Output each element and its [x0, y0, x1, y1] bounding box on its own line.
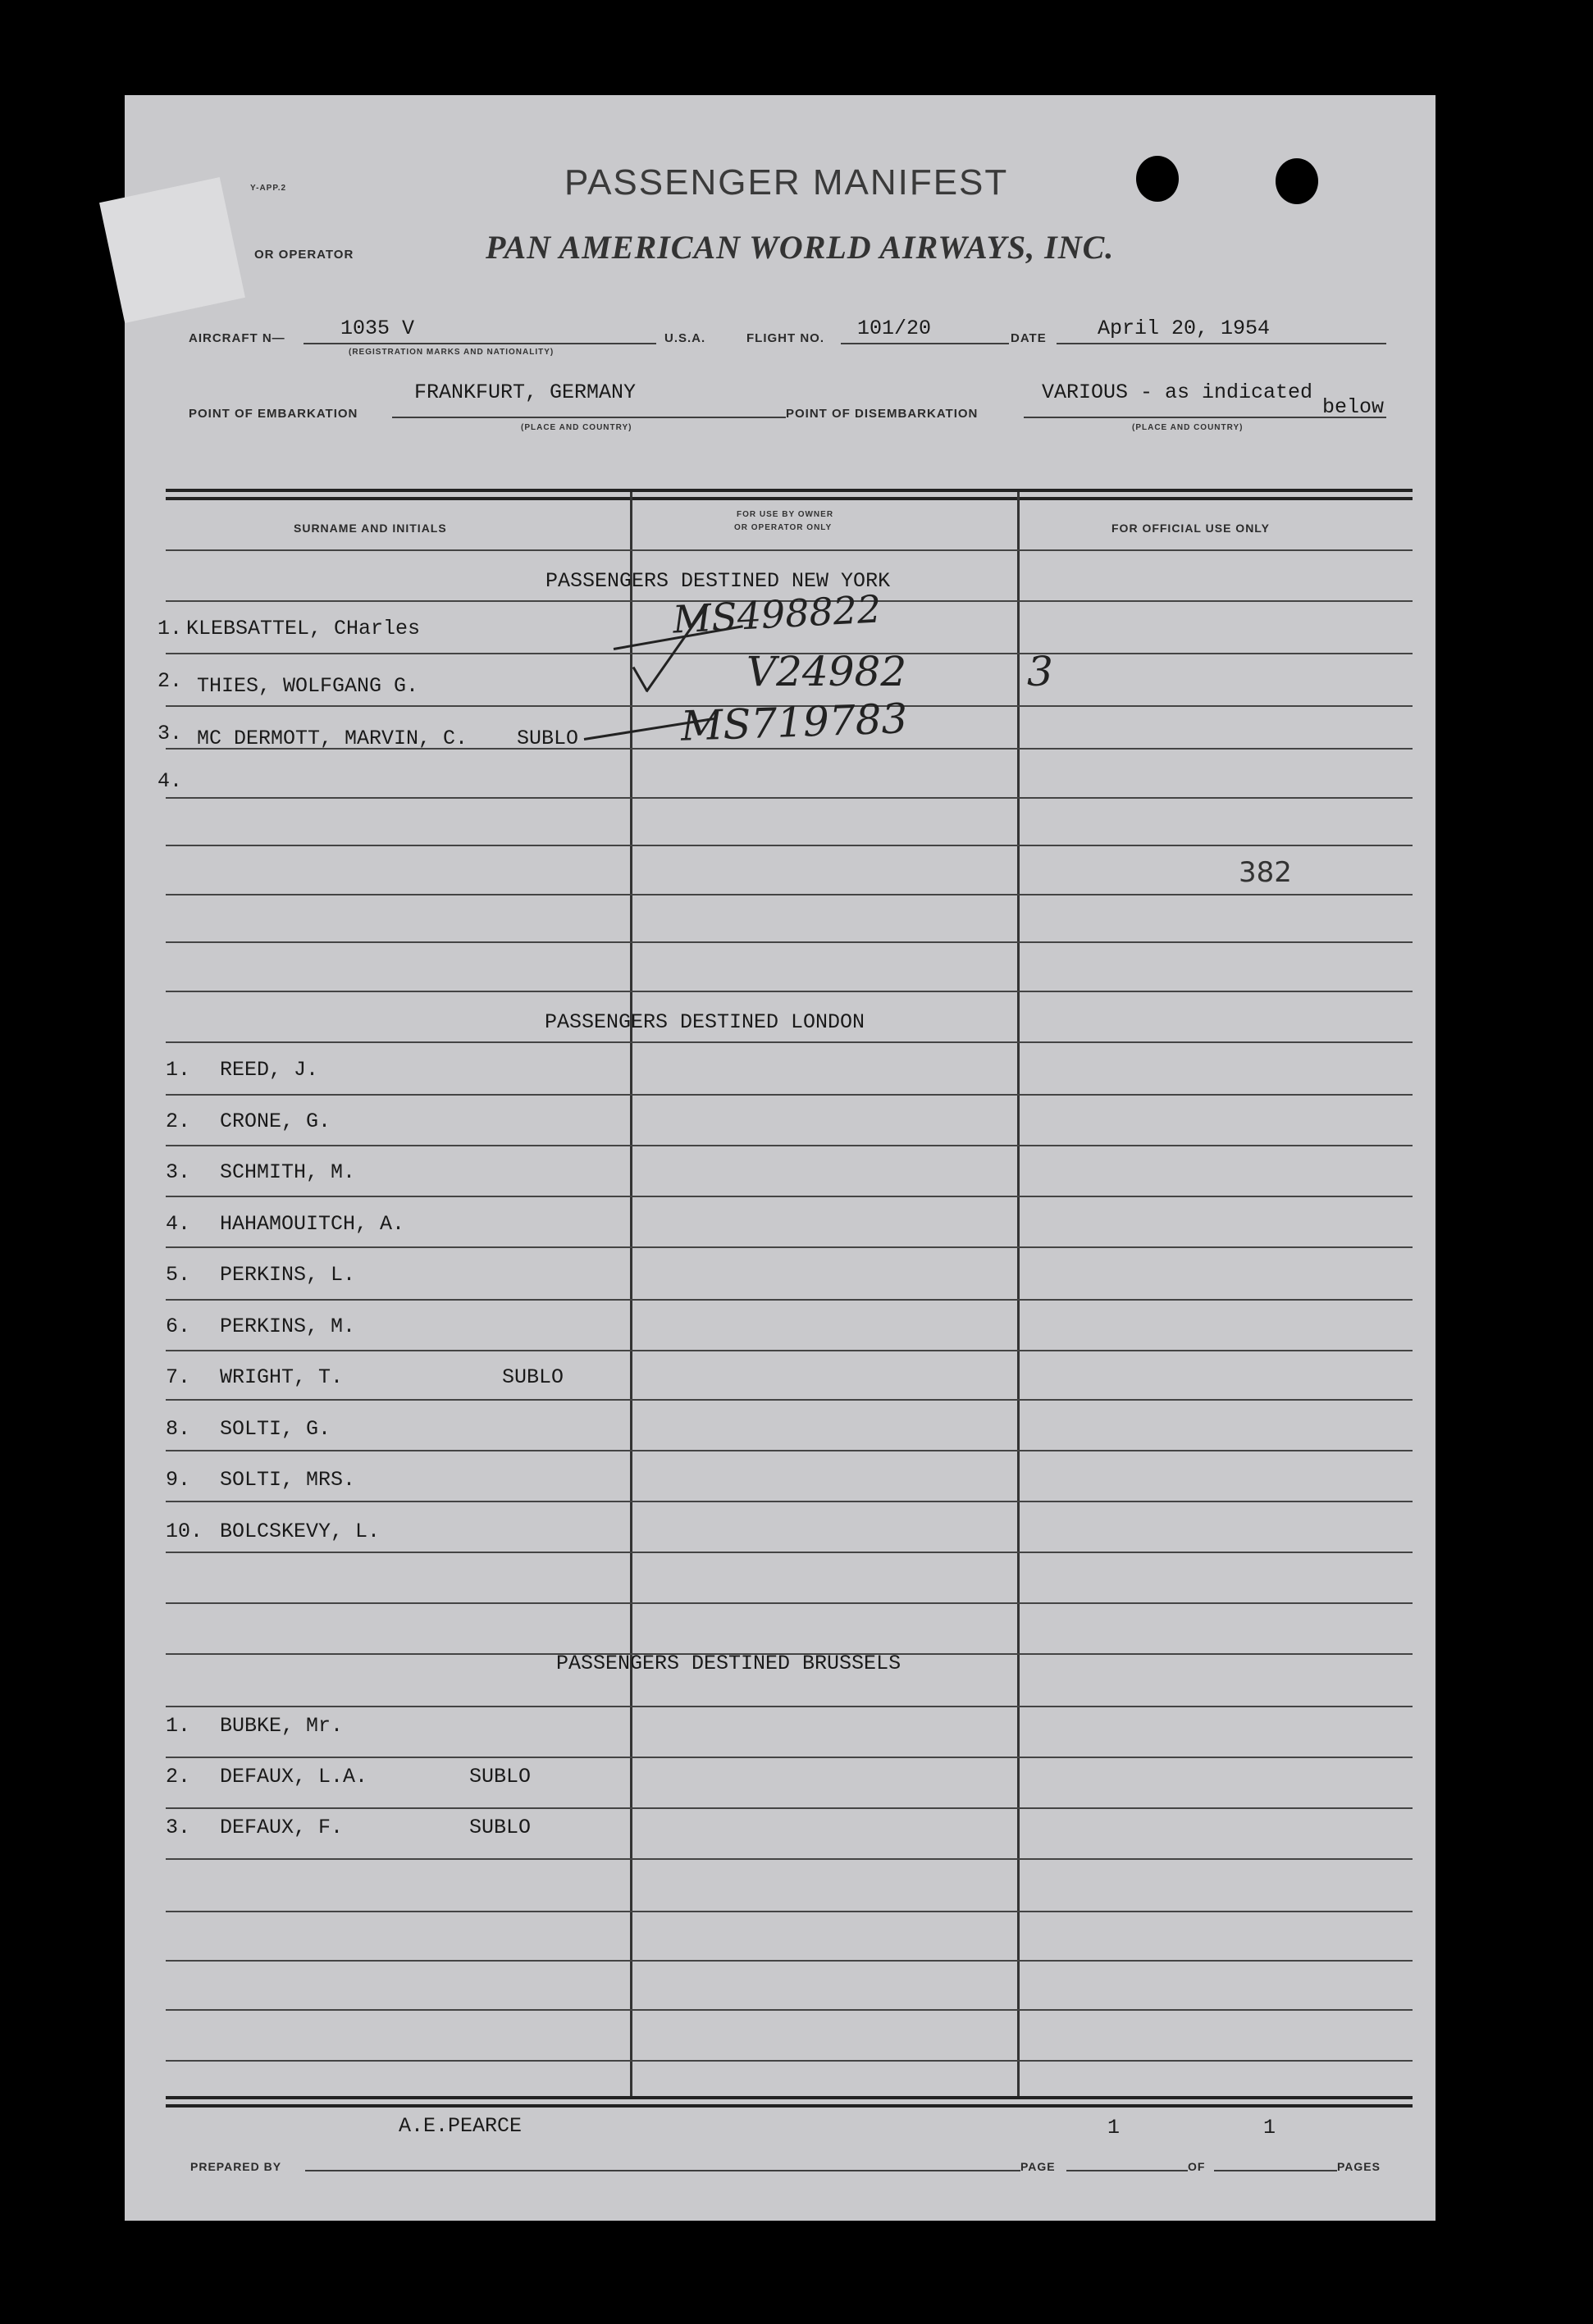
ruled-line — [166, 1450, 1413, 1451]
ruled-line — [166, 1807, 1413, 1809]
ruled-line — [166, 1911, 1413, 1912]
passenger-name: SCHMITH, M. — [220, 1160, 356, 1184]
date-value: April 20, 1954 — [1098, 317, 1271, 340]
passenger-number: 1. — [166, 1058, 191, 1082]
usa-label: U.S.A. — [664, 331, 706, 345]
ruled-line — [166, 549, 1413, 551]
passenger-note: SUBLO — [469, 1765, 532, 1789]
official-column-header: FOR OFFICIAL USE ONLY — [1111, 522, 1270, 535]
section-heading-new-york: PASSENGERS DESTINED NEW YORK — [545, 569, 891, 593]
passenger-number: 3. — [157, 722, 183, 745]
ruled-line — [166, 797, 1413, 799]
passenger-name: THIES, WOLFGANG G. — [197, 674, 419, 698]
handwritten-passport-3: MS719783 — [680, 695, 909, 750]
ruled-line — [166, 991, 1413, 992]
handwritten-digit: 3 — [1027, 648, 1053, 695]
page-title: PASSENGER MANIFEST — [564, 162, 1009, 203]
passenger-number: 4. — [166, 1211, 191, 1236]
ruled-line — [166, 1858, 1413, 1860]
section-heading-brussels: PASSENGERS DESTINED BRUSSELS — [556, 1652, 901, 1675]
owner-column-header-line2: OR OPERATOR ONLY — [734, 523, 833, 532]
ruled-line — [166, 894, 1413, 895]
preparer-name: A.E.PEARCE — [399, 2114, 523, 2138]
page-label: PAGE — [1020, 2160, 1056, 2173]
passenger-name: BUBKE, Mr. — [220, 1714, 344, 1738]
owner-label: OR OPERATOR — [254, 248, 354, 262]
passenger-note: SUBLO — [517, 727, 579, 750]
section-heading-london: PASSENGERS DESTINED LONDON — [545, 1010, 865, 1034]
passenger-name: REED, J. — [220, 1058, 319, 1082]
passenger-number: 2. — [157, 669, 183, 693]
embarkation-caption: (PLACE AND COUNTRY) — [521, 423, 632, 432]
ruled-line — [166, 1602, 1413, 1604]
pages-label: PAGES — [1337, 2160, 1381, 2173]
date-label: DATE — [1011, 331, 1047, 345]
passenger-name: DEFAUX, L.A. — [220, 1765, 368, 1789]
embarkation-value: FRANKFURT, GERMANY — [414, 380, 637, 404]
ruled-line — [166, 1960, 1413, 1962]
ruled-line — [166, 1196, 1413, 1197]
of-label: OF — [1188, 2160, 1206, 2173]
ruled-line — [166, 1041, 1413, 1043]
page-number: 1 — [1107, 2116, 1121, 2139]
airline-name: PAN AMERICAN WORLD AIRWAYS, INC. — [486, 229, 1115, 266]
ruled-line — [166, 1501, 1413, 1502]
passenger-name: WRIGHT, T. — [220, 1365, 344, 1389]
passenger-name: SOLTI, G. — [220, 1416, 331, 1441]
aircraft-value: 1035 V — [340, 317, 415, 340]
passenger-note: SUBLO — [469, 1816, 532, 1839]
passenger-name: PERKINS, L. — [220, 1263, 356, 1287]
torn-corner — [99, 177, 245, 323]
disembarkation-label: POINT OF DISEMBARKATION — [786, 407, 979, 421]
passenger-number: 8. — [166, 1416, 191, 1441]
passenger-number: 2. — [166, 1765, 191, 1789]
flight-label: FLIGHT NO. — [746, 331, 824, 345]
ruled-line — [166, 1350, 1413, 1351]
disembarkation-caption: (PLACE AND COUNTRY) — [1132, 423, 1244, 432]
passenger-number: 9. — [166, 1468, 191, 1492]
handwritten-passport-1: MS498822 — [671, 586, 883, 642]
passenger-name: KLEBSATTEL, CHarles — [186, 617, 421, 640]
passenger-number: 3. — [166, 1160, 191, 1184]
ruled-line — [166, 845, 1413, 846]
passenger-name: DEFAUX, F. — [220, 1816, 344, 1839]
disembarkation-value-continued: below — [1322, 395, 1385, 419]
passenger-name: HAHAMOUITCH, A. — [220, 1211, 405, 1236]
passenger-number: 1. — [166, 1714, 191, 1738]
punch-hole — [1136, 156, 1179, 202]
aircraft-label: AIRCRAFT N— — [189, 331, 285, 345]
ruled-line — [166, 1399, 1413, 1401]
passenger-number: 6. — [166, 1314, 191, 1338]
passenger-number: 3. — [166, 1816, 191, 1839]
ruled-line — [166, 1757, 1413, 1758]
ruled-line — [166, 1552, 1413, 1553]
embarkation-label: POINT OF EMBARKATION — [189, 407, 358, 421]
owner-column-header-line1: FOR USE BY OWNER — [737, 510, 834, 519]
passenger-name: BOLCSKEVY, L. — [220, 1519, 381, 1543]
ruled-line — [166, 1094, 1413, 1096]
official-number: 382 — [1239, 856, 1292, 889]
disembarkation-value: VARIOUS - as indicated — [1042, 380, 1313, 404]
ruled-line — [166, 1299, 1413, 1301]
passenger-name: MC DERMOTT, MARVIN, C. — [197, 727, 468, 750]
prepared-by-label: PREPARED BY — [190, 2160, 282, 2173]
passenger-number: 2. — [166, 1109, 191, 1133]
page-total: 1 — [1263, 2116, 1276, 2139]
passenger-number: 4. — [157, 769, 183, 793]
ruled-line — [166, 1706, 1413, 1707]
surname-column-header: SURNAME AND INITIALS — [294, 522, 447, 535]
passenger-number: 7. — [166, 1365, 191, 1389]
form-code: Y-APP.2 — [250, 184, 287, 193]
handwritten-passport-2: V24982 — [746, 648, 907, 695]
registration-caption: (REGISTRATION MARKS AND NATIONALITY) — [349, 348, 555, 357]
flight-number: 101/20 — [857, 317, 932, 340]
passenger-name: PERKINS, M. — [220, 1314, 356, 1338]
passenger-number: 10. — [166, 1519, 203, 1543]
punch-hole — [1276, 158, 1318, 204]
passenger-number: 1. — [157, 617, 183, 640]
passenger-name: SOLTI, MRS. — [220, 1468, 356, 1492]
ruled-line — [166, 2009, 1413, 2011]
ruled-line — [166, 1145, 1413, 1146]
passenger-note: SUBLO — [502, 1365, 564, 1389]
ruled-line — [166, 2060, 1413, 2062]
ruled-line — [166, 1246, 1413, 1248]
passenger-number: 5. — [166, 1263, 191, 1287]
passenger-name: CRONE, G. — [220, 1109, 331, 1133]
ruled-line — [166, 941, 1413, 943]
